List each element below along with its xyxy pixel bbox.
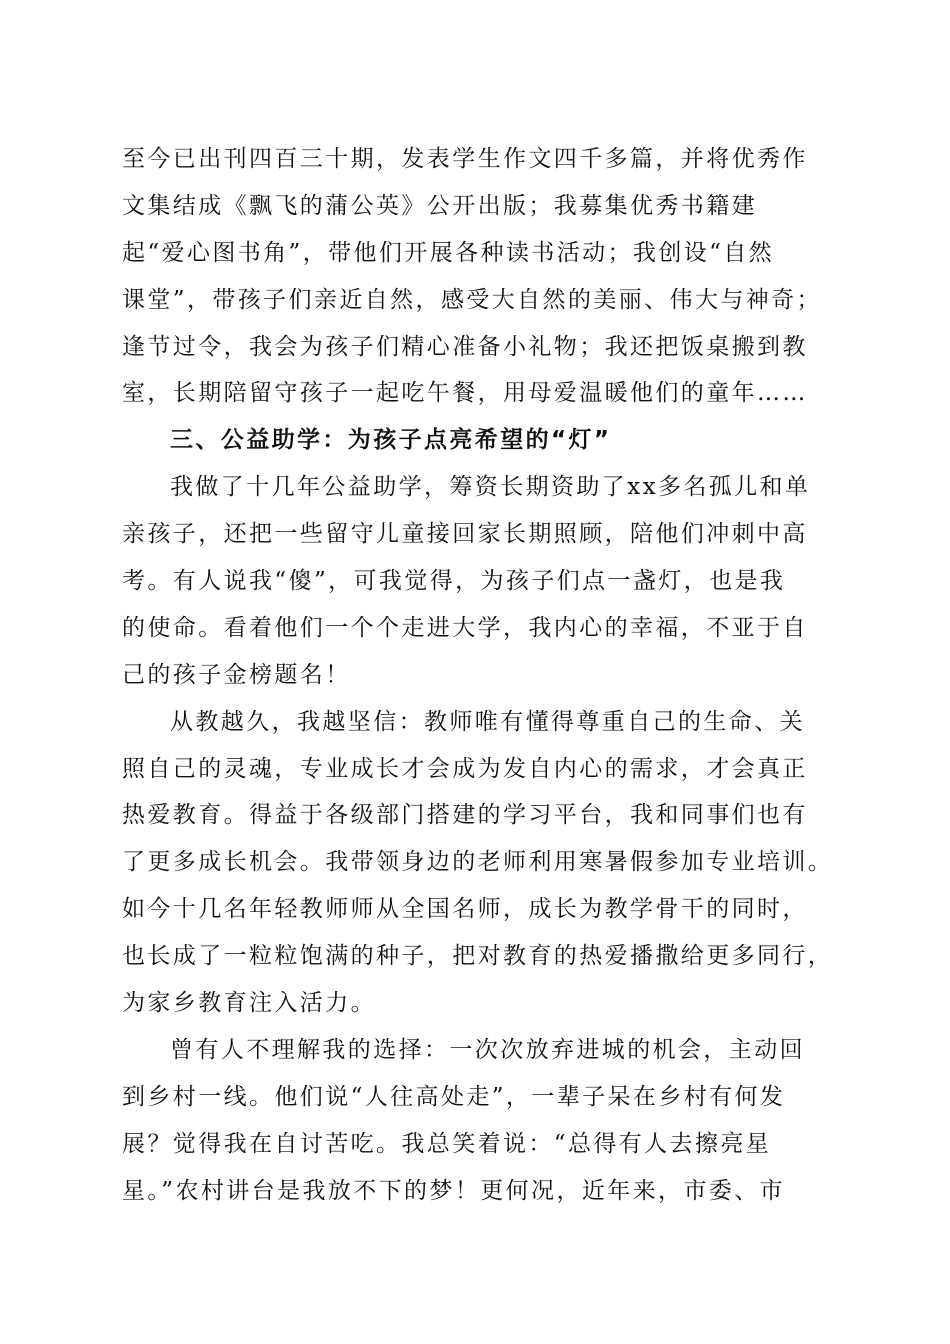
text-line: 如今十几名年轻教师师从全国名师，成长为教学骨干的同时， [122,896,808,923]
text-line: 我做了十几年公益助学，筹资长期资助了xx多名孤儿和单 [170,474,811,501]
text-line: 逢节过令，我会为孩子们精心准备小礼物；我还把饭桌搬到教 [122,333,808,360]
text-line: 热爱教育。得益于各级部门搭建的学习平台，我和同事们也有 [122,802,808,829]
text-line: 亲孩子，还把一些留守儿童接回家长期照顾，陪他们冲刺中高 [122,521,808,548]
text-line: 考。有人说我“傻”，可我觉得，为孩子们点一盏灯，也是我 [122,568,786,595]
text-line: 文集结成《飘飞的蒲公英》公开出版；我募集优秀书籍建 [122,192,757,219]
text-line: 室，长期陪留守孩子一起吃午餐，用母爱温暖他们的童年…… [122,380,808,407]
text-line: 星。”农村讲台是我放不下的梦！更何况，近年来，市委、市 [122,1177,786,1204]
text-line: 己的孩子金榜题名！ [122,661,351,688]
text-line: 起“爱心图书角”，带他们开展各种读书活动；我创设“自然 [122,239,775,266]
section-heading: 三、公益助学：为孩子点亮希望的“灯” [170,427,612,454]
text-line: 了更多成长机会。我带领身边的老师利用寒暑假参加专业培训。 [122,849,834,876]
document-body [122,136,842,1214]
text-line: 课堂”，带孩子们亲近自然，感受大自然的美丽、伟大与神奇； [122,286,822,313]
text-line: 照自己的灵魂，专业成长才会成为发自内心的需求，才会真正 [122,755,808,782]
text-line: 的使命。看着他们一个个走进大学，我内心的幸福，不亚于自 [122,614,808,641]
text-line: 为家乡教育注入活力。 [122,990,376,1017]
text-line: 到乡村一线。他们说“人往高处走”，一辈子呆在乡村有何发 [122,1083,786,1110]
text-line: 也长成了一粒粒饱满的种子，把对教育的热爱播撒给更多同行， [122,943,834,970]
text-line: 展？觉得我在自讨苦吃。我总笑着说：“总得有人去擦亮星 [122,1130,772,1157]
text-line: 至今已出刊四百三十期，发表学生作文四千多篇，并将优秀作 [122,146,808,172]
text-line: 从教越久，我越坚信：教师唯有懂得尊重自己的生命、关 [170,708,805,735]
text-line: 曾有人不理解我的选择：一次次放弃进城的机会，主动回 [170,1036,805,1063]
